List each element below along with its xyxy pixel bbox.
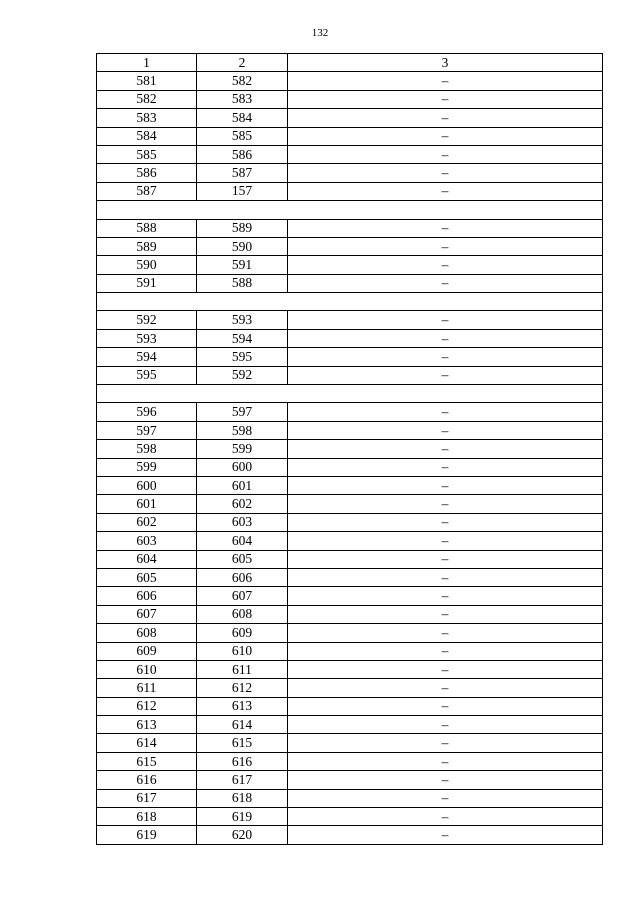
table-cell-col-3: – [288,532,603,550]
table-row [97,513,603,531]
table-row [97,127,603,145]
table-cell-col-3: – [288,697,603,715]
table-cell-col-3: – [288,568,603,586]
table-cell-col-1: 592 [97,311,197,329]
table-cell-col-2: 614 [197,716,288,734]
table-row [97,403,603,421]
table-cell-col-1: 609 [97,642,197,660]
data-table [96,53,603,845]
table-cell-col-1: 584 [97,127,197,145]
table-cell-col-3: – [288,789,603,807]
table-row [97,734,603,752]
table-cell-col-1: 610 [97,660,197,678]
column-header-3: 3 [288,54,603,72]
table-row [97,237,603,255]
table-cell-col-3: – [288,311,603,329]
column-header-1: 1 [97,54,197,72]
table-cell-col-1: 590 [97,256,197,274]
table-cell-col-3: – [288,348,603,366]
table-cell-col-2: 583 [197,90,288,108]
table-cell-col-3: – [288,145,603,163]
table-row [97,495,603,513]
table-cell-col-2: 613 [197,697,288,715]
table-cell-col-2: 617 [197,771,288,789]
table-cell-col-2: 602 [197,495,288,513]
table-row [97,366,603,384]
table-row [97,329,603,347]
table-cell-col-2: 606 [197,568,288,586]
table-cell-col-3: – [288,513,603,531]
table-cell-col-1: 614 [97,734,197,752]
header-row [97,54,603,72]
separator-row [97,201,603,219]
separator-row [97,293,603,311]
table-cell-col-2: 587 [197,164,288,182]
table-row [97,109,603,127]
table-cell-col-3: – [288,329,603,347]
table-cell-col-1: 589 [97,237,197,255]
table-cell-col-3: – [288,421,603,439]
table-cell-col-1: 606 [97,587,197,605]
table-cell-col-3: – [288,734,603,752]
separator-cell [97,293,603,311]
table-cell-col-3: – [288,72,603,90]
table-cell-col-1: 591 [97,274,197,292]
table-cell-col-2: 584 [197,109,288,127]
table-cell-col-2: 591 [197,256,288,274]
table-cell-col-1: 601 [97,495,197,513]
table-cell-col-2: 610 [197,642,288,660]
table-cell-col-3: – [288,550,603,568]
table-row [97,532,603,550]
table-cell-col-3: – [288,476,603,494]
table-cell-col-1: 607 [97,605,197,623]
table-row [97,808,603,826]
table-row [97,421,603,439]
table-cell-col-3: – [288,366,603,384]
table-cell-col-1: 602 [97,513,197,531]
table-cell-col-2: 619 [197,808,288,826]
table-cell-col-1: 593 [97,329,197,347]
table-cell-col-3: – [288,182,603,200]
table-cell-col-2: 598 [197,421,288,439]
table-cell-col-1: 613 [97,716,197,734]
table-row [97,182,603,200]
table-cell-col-2: 609 [197,624,288,642]
table-cell-col-2: 601 [197,476,288,494]
table-cell-col-1: 612 [97,697,197,715]
table-cell-col-3: – [288,716,603,734]
table-cell-col-1: 596 [97,403,197,421]
table-cell-col-3: – [288,826,603,844]
table-cell-col-3: – [288,458,603,476]
table-header [97,54,603,72]
table-row [97,311,603,329]
table-row [97,256,603,274]
separator-cell [97,385,603,403]
separator-cell [97,201,603,219]
table-cell-col-2: 592 [197,366,288,384]
table-row [97,826,603,844]
table-row [97,90,603,108]
table-cell-col-3: – [288,660,603,678]
table-cell-col-1: 617 [97,789,197,807]
separator-row [97,385,603,403]
table-cell-col-2: 600 [197,458,288,476]
table-cell-col-2: 589 [197,219,288,237]
table-cell-col-1: 618 [97,808,197,826]
table-cell-col-2: 588 [197,274,288,292]
table-row [97,789,603,807]
column-header-2: 2 [197,54,288,72]
table-cell-col-3: – [288,752,603,770]
table-cell-col-2: 611 [197,660,288,678]
table-cell-col-3: – [288,808,603,826]
table-cell-col-3: – [288,771,603,789]
table-row [97,697,603,715]
table-row [97,458,603,476]
table-cell-col-2: 595 [197,348,288,366]
table-row [97,164,603,182]
table-row [97,752,603,770]
table-cell-col-1: 619 [97,826,197,844]
table-cell-col-1: 585 [97,145,197,163]
table-cell-col-3: – [288,90,603,108]
table-row [97,145,603,163]
table-row [97,624,603,642]
table-cell-col-3: – [288,679,603,697]
table-body [97,72,603,844]
table-cell-col-3: – [288,403,603,421]
table-row [97,716,603,734]
table-cell-col-3: – [288,624,603,642]
table-cell-col-2: 607 [197,587,288,605]
table-cell-col-1: 604 [97,550,197,568]
table-cell-col-2: 608 [197,605,288,623]
table-row [97,771,603,789]
table-cell-col-1: 616 [97,771,197,789]
table-row [97,587,603,605]
table-cell-col-1: 611 [97,679,197,697]
table-cell-col-3: – [288,605,603,623]
table-cell-col-2: 620 [197,826,288,844]
table-cell-col-1: 586 [97,164,197,182]
table-cell-col-1: 608 [97,624,197,642]
table-cell-col-3: – [288,495,603,513]
table-cell-col-1: 588 [97,219,197,237]
table-cell-col-1: 581 [97,72,197,90]
table-cell-col-2: 585 [197,127,288,145]
table-cell-col-3: – [288,109,603,127]
table-cell-col-2: 594 [197,329,288,347]
table-cell-col-1: 583 [97,109,197,127]
table-cell-col-1: 603 [97,532,197,550]
table-cell-col-2: 604 [197,532,288,550]
table-cell-col-3: – [288,256,603,274]
table-cell-col-3: – [288,274,603,292]
table-cell-col-1: 605 [97,568,197,586]
table-row [97,568,603,586]
table-row [97,679,603,697]
table-cell-col-3: – [288,219,603,237]
table-cell-col-2: 593 [197,311,288,329]
table-row [97,440,603,458]
table-cell-col-1: 594 [97,348,197,366]
table-cell-col-3: – [288,127,603,145]
table-cell-col-1: 599 [97,458,197,476]
table-cell-col-2: 590 [197,237,288,255]
table-cell-col-1: 597 [97,421,197,439]
table-row [97,660,603,678]
table-cell-col-1: 587 [97,182,197,200]
table-cell-col-2: 612 [197,679,288,697]
table-cell-col-1: 598 [97,440,197,458]
table-cell-col-2: 157 [197,182,288,200]
table-cell-col-3: – [288,440,603,458]
table-cell-col-1: 615 [97,752,197,770]
table-row [97,642,603,660]
table-cell-col-2: 615 [197,734,288,752]
table-cell-col-2: 616 [197,752,288,770]
table-row [97,476,603,494]
table-row [97,274,603,292]
table-cell-col-2: 618 [197,789,288,807]
table-row [97,219,603,237]
table-row [97,72,603,90]
table-cell-col-3: – [288,587,603,605]
table-row [97,348,603,366]
table-cell-col-1: 582 [97,90,197,108]
page-number: 132 [311,27,329,39]
table-cell-col-2: 586 [197,145,288,163]
table-cell-col-1: 595 [97,366,197,384]
table-row [97,605,603,623]
table-cell-col-1: 600 [97,476,197,494]
table-cell-col-2: 603 [197,513,288,531]
table-cell-col-3: – [288,164,603,182]
table-cell-col-3: – [288,237,603,255]
table-cell-col-2: 582 [197,72,288,90]
table-cell-col-2: 599 [197,440,288,458]
table-cell-col-3: – [288,642,603,660]
table-row [97,550,603,568]
table-cell-col-2: 597 [197,403,288,421]
table-cell-col-2: 605 [197,550,288,568]
